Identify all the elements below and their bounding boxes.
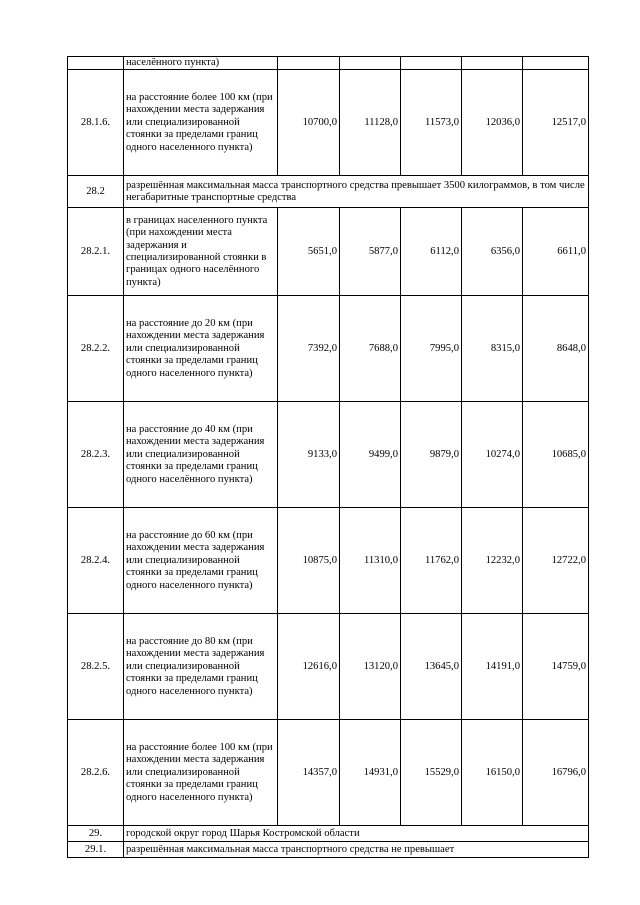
price-cell: 7995,0: [401, 296, 462, 402]
price-cell: 5877,0: [340, 208, 401, 296]
price-cell: 13120,0: [340, 614, 401, 720]
item-number: 28.2.4.: [68, 508, 124, 614]
price-cell: 11310,0: [340, 508, 401, 614]
price-cell: 16150,0: [462, 720, 523, 826]
price-cell: 13645,0: [401, 614, 462, 720]
price-cell: [462, 57, 523, 70]
item-description: на расстояние до 60 км (при нахождении места задержания или специализированной стоянки за пределами границ одного населенного пункта): [124, 508, 278, 614]
item-number: 29.1.: [68, 842, 124, 858]
price-cell: 11128,0: [340, 70, 401, 176]
item-description: на расстояние до 20 км (при нахождении места задержания или специализированной стоянки за пределами границ одного населенного пункта): [124, 296, 278, 402]
price-cell: 14759,0: [523, 614, 589, 720]
section-row: [68, 176, 589, 208]
price-cell: [278, 57, 340, 70]
section-description: городской округ город Шарья Костромской области: [124, 826, 589, 842]
price-cell: 15529,0: [401, 720, 462, 826]
item-number: 28.2.2.: [68, 296, 124, 402]
item-number: 28.2.1.: [68, 208, 124, 296]
item-number: 28.2.3.: [68, 402, 124, 508]
price-cell: 6356,0: [462, 208, 523, 296]
section-description: разрешённая максимальная масса транспортного средства превышает 3500 килограммов, в том числе негабаритные транспортные средства: [124, 176, 589, 208]
price-cell: 9879,0: [401, 402, 462, 508]
item-number: [68, 57, 124, 70]
item-description: на расстояние до 40 км (при нахождении места задержания или специализированной стоянки за пределами границ одного населённого пункта): [124, 402, 278, 508]
price-cell: 14931,0: [340, 720, 401, 826]
price-cell: 10685,0: [523, 402, 589, 508]
section-description: разрешённая максимальная масса транспортного средства не превышает: [124, 842, 589, 858]
price-cell: 9133,0: [278, 402, 340, 508]
price-cell: 6112,0: [401, 208, 462, 296]
item-number: 29.: [68, 826, 124, 842]
item-description: на расстояние до 80 км (при нахождении места задержания или специализированной стоянки за пределами границ одного населенного пункта): [124, 614, 278, 720]
item-description: в границах населенного пункта (при нахождении места задержания и специализированной стоянки в границах одного населённого пункта): [124, 208, 278, 296]
price-cell: 7688,0: [340, 296, 401, 402]
table-row: [68, 208, 589, 296]
item-number: 28.2: [68, 176, 124, 208]
price-cell: 14357,0: [278, 720, 340, 826]
price-cell: 10875,0: [278, 508, 340, 614]
table-row: [68, 614, 589, 720]
price-cell: 12036,0: [462, 70, 523, 176]
tariff-table: [67, 56, 589, 858]
price-cell: 7392,0: [278, 296, 340, 402]
section-row: [68, 842, 589, 858]
item-number: 28.2.6.: [68, 720, 124, 826]
item-description: на расстояние более 100 км (при нахождении места задержания или специализированной стоянки за пределами границ одного населенного пункта): [124, 70, 278, 176]
price-cell: [523, 57, 589, 70]
table-row: [68, 508, 589, 614]
table-row: [68, 720, 589, 826]
price-cell: [340, 57, 401, 70]
price-cell: 12616,0: [278, 614, 340, 720]
price-cell: 14191,0: [462, 614, 523, 720]
tariff-table-body: [68, 57, 589, 858]
price-cell: 12722,0: [523, 508, 589, 614]
price-cell: 6611,0: [523, 208, 589, 296]
price-cell: [401, 57, 462, 70]
item-description: на расстояние более 100 км (при нахождении места задержания или специализированной стоянки за пределами границ одного населенного пункта): [124, 720, 278, 826]
price-cell: 10700,0: [278, 70, 340, 176]
price-cell: 16796,0: [523, 720, 589, 826]
price-cell: 5651,0: [278, 208, 340, 296]
table-row: [68, 296, 589, 402]
table-row: [68, 57, 589, 70]
item-number: 28.2.5.: [68, 614, 124, 720]
price-cell: 12232,0: [462, 508, 523, 614]
table-row: [68, 402, 589, 508]
item-description: населённого пункта): [124, 57, 278, 70]
price-cell: 11573,0: [401, 70, 462, 176]
price-cell: 11762,0: [401, 508, 462, 614]
price-cell: 8648,0: [523, 296, 589, 402]
section-row: [68, 826, 589, 842]
price-cell: 12517,0: [523, 70, 589, 176]
price-cell: 9499,0: [340, 402, 401, 508]
table-row: [68, 70, 589, 176]
price-cell: 8315,0: [462, 296, 523, 402]
item-number: 28.1.6.: [68, 70, 124, 176]
price-cell: 10274,0: [462, 402, 523, 508]
